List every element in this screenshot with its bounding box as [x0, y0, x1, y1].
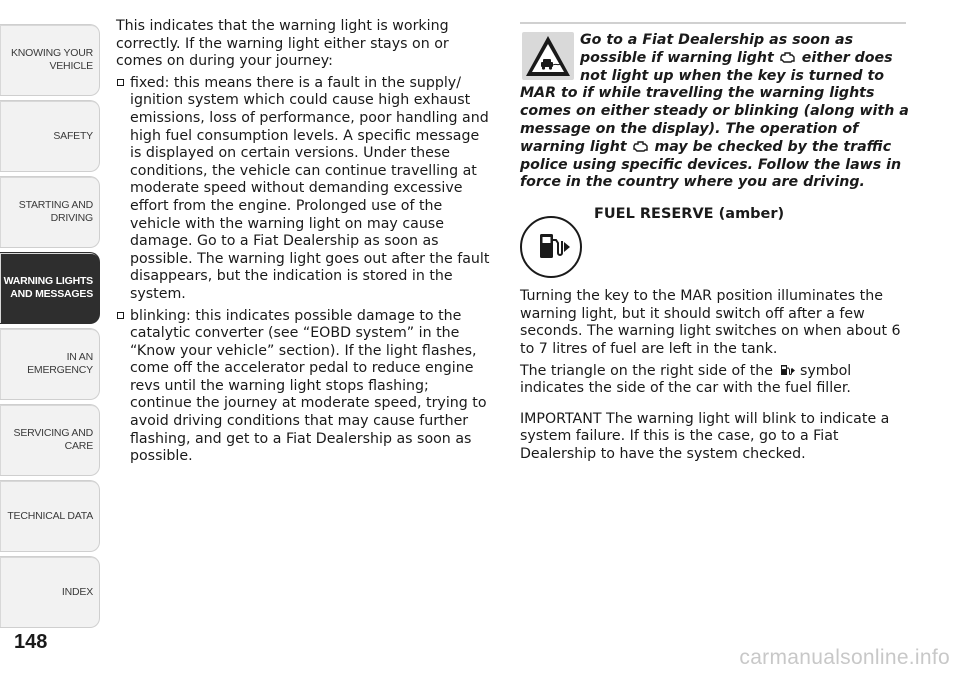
- fuel-paragraph-2b: symbol indicates the side of the car with the fuel filler.: [520, 362, 852, 397]
- tab-starting-and-driving[interactable]: [0, 176, 100, 248]
- tab-label: SAFETY: [53, 129, 93, 142]
- left-column: [116, 18, 494, 470]
- tab-technical-data[interactable]: [0, 480, 100, 552]
- bullet-text: fixed: this means there is a fault in the supply/ ignition system which could cause high exhaust emissions, loss of performance, poor handling and high fuel consumption levels. A specific message is displayed on certain versions. Under these conditions, the vehicle can continue travelling at moderate speed without demanding excessive effort from the engine. Prolonged use of the vehicle with the warning light on may cause damage. Go to a Fiat Dealership as soon as possible. The warning light goes out after the fault disappears, but the indication is stored in the system.: [130, 74, 490, 302]
- tab-servicing-and-care[interactable]: [0, 404, 100, 476]
- right-column: [520, 18, 910, 468]
- warning-text-1: Go to a Fiat Dealership as soon as possible if warning light: [580, 32, 854, 66]
- warning-text-3: may be checked by the traffic police using specific devices. Follow the laws in force in the country where you are driving.: [520, 138, 902, 191]
- fuel-pump-icon: [520, 216, 582, 278]
- engine-icon: [779, 50, 797, 64]
- tab-label: KNOWING YOUR VEHICLE: [11, 47, 93, 72]
- bullet-text: blinking: this indicates possible damage to the catalytic converter (see “EOBD system” in the “Know your vehicle” section). If the light flashes, come off the accelerator pedal to reduce engine revs until the warning light stops flashing; continue the journey at moderate speed, trying to avoid driving conditions that may cause further flashing, and get to a Fiat Dealership as soon as possible.: [130, 307, 487, 465]
- warning-triangle-icon: [522, 32, 574, 80]
- engine-icon: [632, 139, 650, 153]
- fuel-reserve-color: (amber): [718, 206, 785, 223]
- fuel-reserve-title: FUEL RESERVE: [594, 206, 714, 223]
- tab-in-an-emergency[interactable]: [0, 328, 100, 400]
- warning-text-2: either does not light up when the key is turned to MAR to if while travelling the warning lights comes on either steady or blinking (along with a message on the display). The operation of warning light: [520, 49, 909, 155]
- tab-label: INDEX: [61, 585, 93, 598]
- list-item: [116, 308, 494, 466]
- list-item: [116, 75, 494, 304]
- tab-warning-lights-and-messages[interactable]: [0, 252, 100, 324]
- tab-label: TECHNICAL DATA: [7, 509, 93, 522]
- tab-knowing-your-vehicle[interactable]: [0, 24, 100, 96]
- fuel-reserve-heading: [520, 206, 910, 288]
- fuel-paragraph-2a: The triangle on the right side of the: [520, 362, 773, 379]
- tab-index[interactable]: [0, 556, 100, 628]
- intro-paragraph: This indicates that the warning light is working correctly. If the warning light either stays on or comes on during your journey:: [116, 18, 449, 70]
- checkbox-bullet-icon: [117, 312, 124, 319]
- tab-label: STARTING AND DRIVING: [18, 199, 93, 224]
- checkbox-bullet-icon: [117, 79, 124, 86]
- page-number: 148: [14, 631, 48, 653]
- fuel-paragraph: Turning the key to the MAR position illuminates the warning light, but it should switch off after a few seconds. The warning light switches on when about 6 to 7 litres of fuel are left in the tank.: [520, 288, 901, 357]
- tab-label: IN AN EMERGENCY: [27, 351, 93, 376]
- tab-safety[interactable]: [0, 100, 100, 172]
- important-paragraph: IMPORTANT The warning light will blink to indicate a system failure. If this is the case, go to a Fiat Dealership to have the system checked.: [520, 410, 890, 462]
- watermark: carmanualsonline.info: [739, 646, 950, 669]
- fuel-pump-icon: [778, 363, 796, 377]
- tab-label: SERVICING AND CARE: [13, 427, 93, 452]
- tab-label: WARNING LIGHTS AND MESSAGES: [3, 275, 93, 300]
- warning-notice: [520, 18, 910, 192]
